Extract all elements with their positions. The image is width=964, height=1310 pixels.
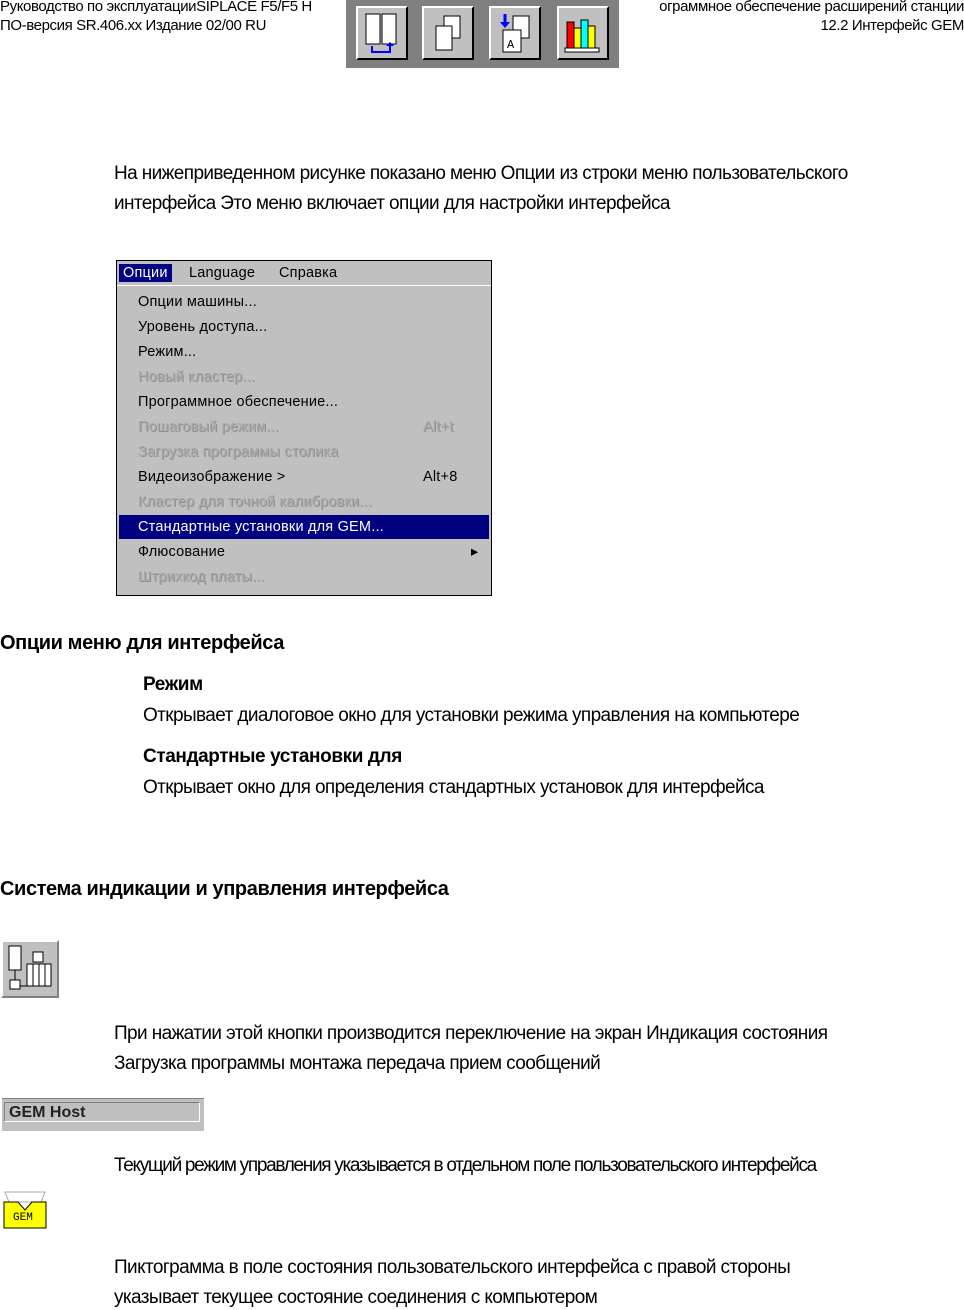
- menu-item-label: Уровень доступа...: [138, 319, 268, 335]
- menu-item-label: Штрихкод платы...: [138, 569, 265, 585]
- menu-options[interactable]: Опции: [119, 264, 172, 282]
- menu-item-shortcut: Alt+t: [423, 419, 454, 435]
- menu-item[interactable]: [119, 365, 489, 389]
- menu-item-label: Загрузка программы столика: [138, 444, 339, 460]
- menu-item[interactable]: [119, 290, 489, 314]
- menu-language[interactable]: Language: [189, 265, 256, 281]
- gem-connection-icon: [3, 1190, 47, 1230]
- header-section: 12.2 Интерфейс GEM: [820, 17, 964, 34]
- intro-line-1: На нижеприведенном рисунке показано меню Опции из строки меню пользовательского: [114, 163, 848, 184]
- options-menu-screenshot: [116, 260, 492, 596]
- menu-item-shortcut: Alt+8: [423, 469, 458, 485]
- menu-item[interactable]: [119, 540, 489, 564]
- defaults-title: Стандартные установки для: [143, 746, 402, 767]
- books-icon: [559, 8, 607, 58]
- status-screen-button[interactable]: [1, 940, 59, 998]
- menu-item-label: Программное обеспечение...: [138, 394, 339, 410]
- menu-item-shortcut: ▸: [471, 544, 479, 560]
- para2: Текущий режим управления указывается в отдельном поле пользовательского интерфейса: [114, 1155, 816, 1176]
- header-version: ПО-версия SR.406.xx Издание 02/00 RU: [0, 17, 267, 34]
- menu-item-label: Флюсование: [138, 544, 226, 560]
- menu-item[interactable]: [119, 315, 489, 339]
- header-chapter: ограммное обеспечение расширений станции: [659, 0, 964, 15]
- header-title: Руководство по эксплуатацииSIPLACE F5/F5 H: [0, 0, 312, 15]
- toolbar: [346, 0, 619, 68]
- menu-item[interactable]: [119, 465, 489, 489]
- menu-item[interactable]: [119, 515, 489, 539]
- copy-file-button[interactable]: [489, 6, 541, 60]
- intro-line-2: интерфейса Это меню включает опции для настройки интерфейса: [114, 193, 670, 214]
- mode-title: Режим: [143, 674, 203, 695]
- menu-item-label: Новый кластер...: [138, 369, 255, 385]
- station-switch-button[interactable]: [356, 6, 408, 60]
- menu-item-label: Пошаговый режим...: [138, 419, 279, 435]
- menu-item[interactable]: [119, 415, 489, 439]
- svg-text:A: A: [507, 38, 515, 52]
- menu-item[interactable]: [119, 440, 489, 464]
- gem-host-field: GEM Host: [4, 1102, 200, 1122]
- section-menu-options-title: Опции меню для интерфейса: [0, 632, 284, 654]
- menu-item[interactable]: [119, 565, 489, 589]
- menu-item-label: Стандартные установки для GEM...: [138, 519, 384, 535]
- books-button[interactable]: [557, 6, 609, 60]
- section-indication-title: Система индикации и управления интерфейса: [0, 878, 449, 900]
- menu-item-label: Кластер для точной калибровки...: [138, 494, 372, 510]
- station-computer-icon: [3, 942, 57, 996]
- defaults-description: Открывает окно для определения стандартных установок для интерфейса: [143, 777, 764, 798]
- station-switch-icon: [358, 8, 406, 58]
- menu-item-label: Опции машины...: [138, 294, 257, 310]
- para1-line-2: Загрузка программы монтажа передача прием сообщений: [114, 1053, 601, 1074]
- copy-file-icon: [491, 8, 539, 58]
- para3-line-2: указывает текущее состояние соединения с компьютером: [114, 1287, 598, 1308]
- menu-bar: [117, 261, 491, 286]
- menu-item[interactable]: [119, 390, 489, 414]
- menu-item-label: Видеоизображение >: [138, 469, 286, 485]
- para3-line-1: Пиктограмма в поле состояния пользовательского интерфейса с правой стороны: [114, 1257, 791, 1278]
- menu-help[interactable]: Справка: [279, 265, 338, 281]
- menu-item-label: Режим...: [138, 344, 197, 360]
- gem-icon-label: GEM: [13, 1212, 33, 1224]
- documents-icon: [424, 8, 472, 58]
- menu-item[interactable]: [119, 490, 489, 514]
- status-bar: [2, 1098, 204, 1131]
- para1-line-1: При нажатии этой кнопки производится переключение на экран Индикация состояния: [114, 1023, 828, 1044]
- documents-button[interactable]: [422, 6, 474, 60]
- mode-description: Открывает диалоговое окно для установки режима управления на компьютере: [143, 705, 800, 726]
- menu-item[interactable]: [119, 340, 489, 364]
